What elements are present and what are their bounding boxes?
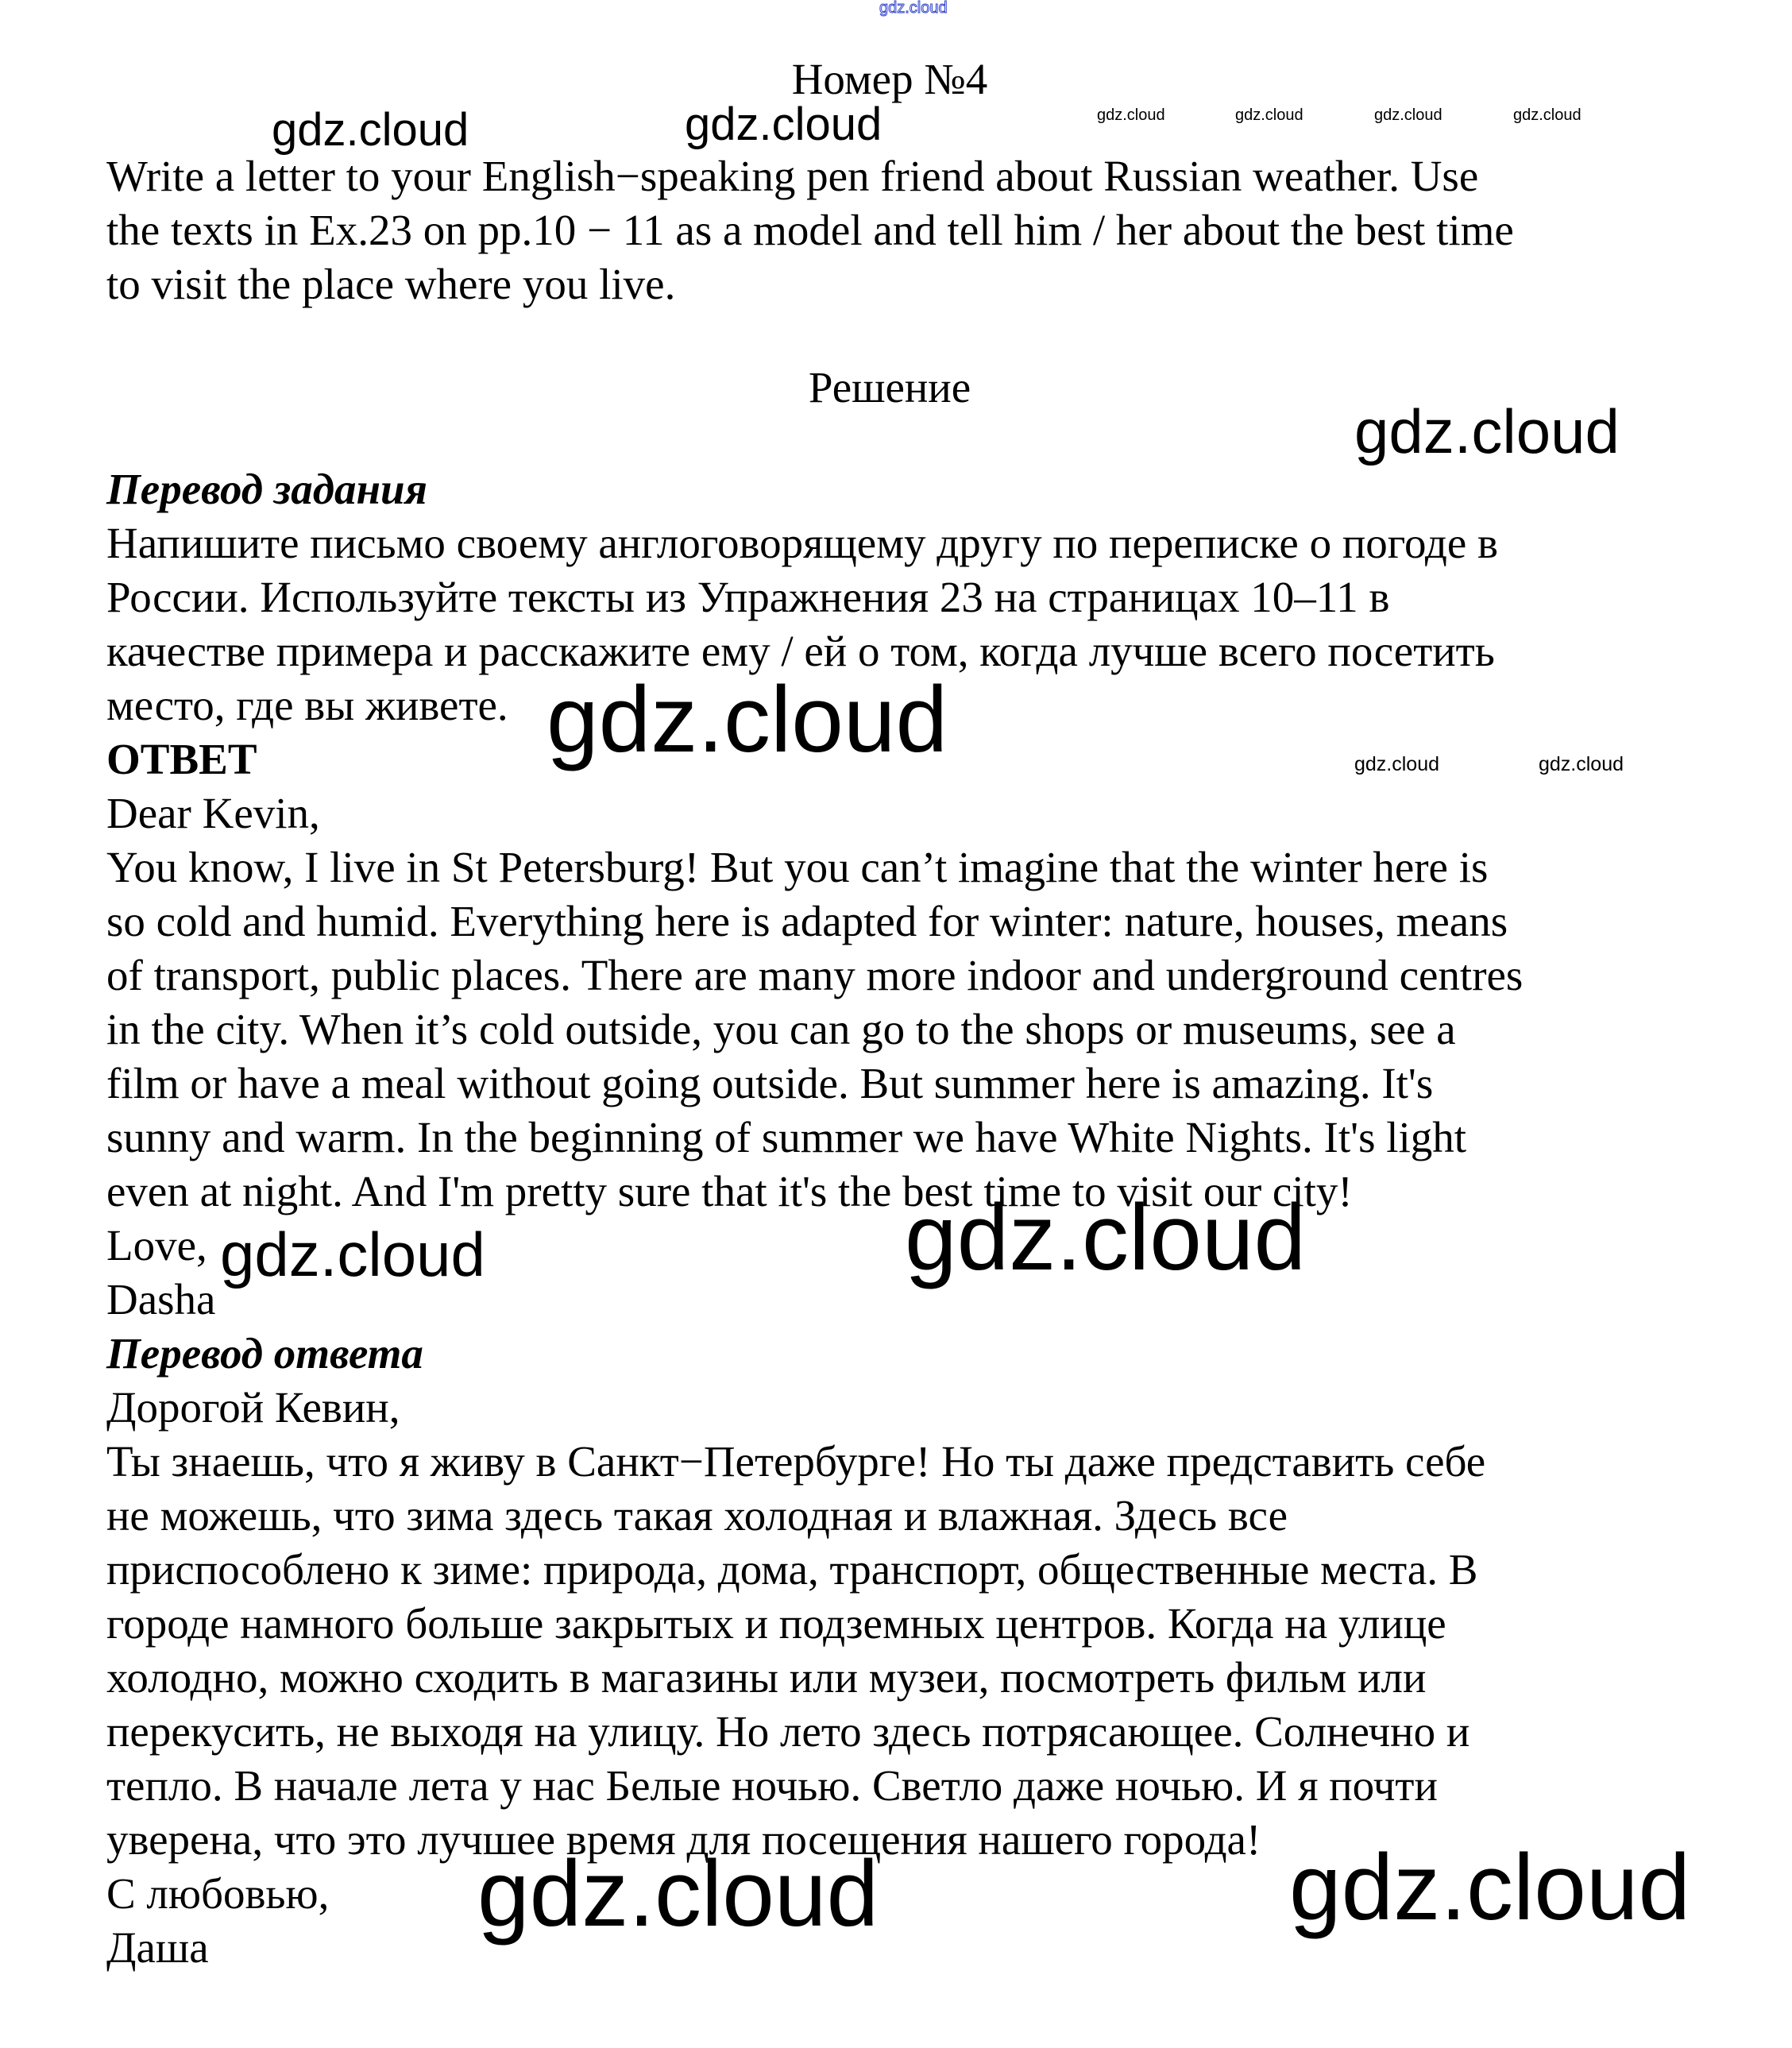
watermark: gdz.cloud [1354, 396, 1620, 467]
letter-signature: Dasha [106, 1275, 216, 1323]
letter-line: even at night. And I'm pretty sure that it's the best time to visit our city! [106, 1167, 1353, 1215]
translation-line: уверена, что это лучшее время для посещения нашего города! [106, 1815, 1261, 1864]
watermark: gdz.cloud [879, 0, 948, 17]
watermark: gdz.cloud [477, 1841, 879, 1947]
task-translation-line: Напишите письмо своему англоговорящему другу по переписке о погоде в [106, 519, 1498, 567]
translation-line: тепло. В начале лета у нас Белые ночью. Светло даже ночью. И я почти [106, 1761, 1438, 1810]
watermark: gdz.cloud [1513, 106, 1582, 124]
letter-closing: Love, [106, 1221, 207, 1269]
translation-closing: С любовью, [106, 1869, 330, 1918]
translation-line: не можешь, что зима здесь такая холодная и влажная. Здесь все [106, 1491, 1288, 1540]
watermark: gdz.cloud [1235, 106, 1303, 124]
letter-line: in the city. When it’s cold outside, you can go to the shops or museums, see a [106, 1005, 1456, 1053]
letter-line: You know, I live in St Petersburg! But you can’t imagine that the winter here is [106, 843, 1489, 891]
task-text-line: Write a letter to your English−speaking pen friend about Russian weather. Use [106, 152, 1479, 200]
watermark: gdz.cloud [1354, 753, 1440, 775]
watermark: gdz.cloud [220, 1219, 485, 1290]
translation-line: перекусить, не выходя на улицу. Но лето здесь потрясающее. Солнечно и [106, 1707, 1470, 1756]
watermark: gdz.cloud [272, 104, 469, 156]
translation-greeting: Дорогой Кевин, [106, 1383, 400, 1432]
task-text-line: the texts in Ex.23 on pp.10 − 11 as a model and tell him / her about the best time [106, 206, 1514, 254]
translation-line: городе намного больше закрытых и подземных центров. Когда на улице [106, 1599, 1446, 1648]
watermark: gdz.cloud [1374, 106, 1442, 124]
translation-signature: Даша [106, 1923, 209, 1972]
letter-greeting: Dear Kevin, [106, 789, 320, 837]
task-translation-line: место, где вы живете. [106, 681, 508, 729]
translation-line: Ты знаешь, что я живу в Санкт−Петербурге! Но ты даже представить себе [106, 1437, 1486, 1486]
letter-line: so cold and humid. Everything here is adapted for winter: nature, houses, means [106, 897, 1508, 945]
task-translation-line: России. Используйте тексты из Упражнения 23 на страницах 10–11 в [106, 573, 1390, 621]
task-text-line: to visit the place where you live. [106, 260, 676, 308]
watermark: gdz.cloud [685, 99, 882, 151]
watermark: gdz.cloud [1289, 1835, 1691, 1941]
letter-line: film or have a meal without going outside. But summer here is amazing. It's [106, 1059, 1434, 1107]
answer-heading: ОТВЕТ [106, 735, 257, 783]
task-translation-line: качестве примера и расскажите ему / ей о том, когда лучше всего посетить [106, 627, 1495, 675]
translation-line: приспособлено к зиме: природа, дома, транспорт, общественные места. В [106, 1545, 1478, 1594]
watermark: gdz.cloud [905, 1185, 1307, 1291]
letter-line: of transport, public places. There are many more indoor and underground centres [106, 951, 1524, 999]
translation-line: холодно, можно сходить в магазины или музеи, посмотреть фильм или [106, 1653, 1427, 1702]
solution-heading: Решение [808, 363, 971, 412]
page-title: Номер №4 [791, 55, 988, 103]
answer-translation-heading: Перевод ответа [106, 1329, 423, 1378]
watermark: gdz.cloud [1539, 753, 1624, 775]
task-translation-heading: Перевод задания [106, 465, 427, 513]
letter-line: sunny and warm. In the beginning of summer we have White Nights. It's light [106, 1113, 1467, 1161]
watermark: gdz.cloud [1097, 106, 1165, 124]
watermark: gdz.cloud [546, 667, 948, 773]
